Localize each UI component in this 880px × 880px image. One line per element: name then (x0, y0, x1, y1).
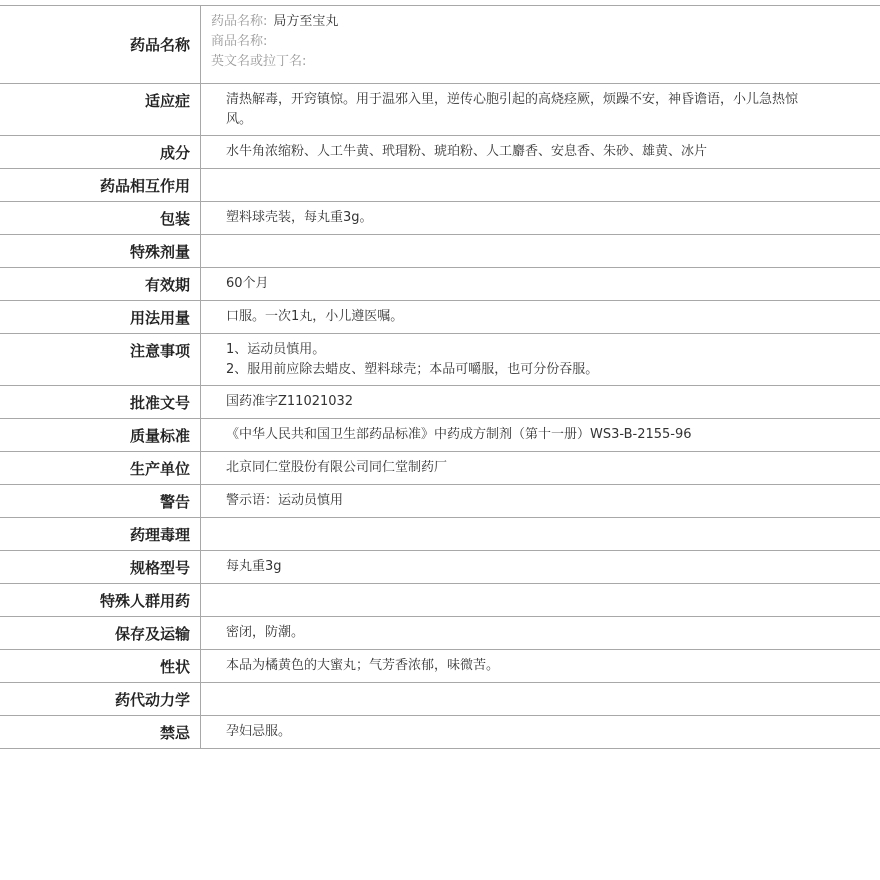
spec-value-cell (201, 584, 880, 617)
spec-value-line: 警示语：运动员慎用 (226, 493, 344, 508)
generic-name-line (211, 12, 880, 32)
spec-row (0, 84, 880, 136)
spec-label: 成分 (159, 144, 190, 162)
spec-value-line: 密闭，防潮。 (226, 625, 305, 640)
spec-value (201, 169, 880, 175)
spec-value (201, 716, 880, 742)
spec-label-cell (0, 268, 201, 301)
spec-value-line: 北京同仁堂股份有限公司同仁堂制药厂 (226, 460, 448, 475)
spec-row (0, 518, 880, 551)
spec-label: 特殊剂量 (129, 243, 190, 261)
spec-row (0, 584, 880, 617)
spec-value-cell (201, 683, 880, 716)
spec-value (201, 235, 880, 241)
spec-label-cell (0, 386, 201, 419)
spec-label-cell (0, 235, 201, 268)
spec-value-cell (201, 136, 880, 169)
spec-value-cell (201, 518, 880, 551)
spec-value (201, 386, 880, 412)
spec-label: 规格型号 (129, 559, 190, 577)
spec-label: 警告 (159, 493, 190, 511)
spec-label: 用法用量 (129, 309, 190, 327)
spec-label: 质量标准 (129, 427, 190, 445)
spec-value-line: 《中华人民共和国卫生部药品标准》中药成方制剂（第十一册）WS3-B-2155-96 (226, 427, 692, 442)
spec-label-cell (0, 551, 201, 584)
spec-value (201, 202, 880, 228)
spec-value-line: 60个月 (226, 276, 269, 291)
spec-value-cell (201, 235, 880, 268)
spec-label-cell (0, 169, 201, 202)
spec-label-cell (0, 617, 201, 650)
spec-label-cell (0, 6, 201, 84)
spec-row (0, 683, 880, 716)
spec-value-cell (201, 617, 880, 650)
spec-label: 生产单位 (129, 460, 190, 478)
spec-value-cell (201, 202, 880, 235)
drug-name-block (201, 6, 880, 72)
spec-label-cell (0, 136, 201, 169)
spec-value-cell (201, 419, 880, 452)
spec-value-line: 孕妇忌服。 (226, 724, 292, 739)
spec-value (201, 485, 880, 511)
spec-row (0, 202, 880, 235)
spec-value-cell (201, 301, 880, 334)
spec-value-cell (201, 334, 880, 386)
spec-value-cell (201, 268, 880, 301)
spec-label: 性状 (159, 658, 190, 676)
english-name-label: 英文名或拉丁名: (211, 54, 307, 69)
spec-value-cell (201, 551, 880, 584)
spec-label: 禁忌 (159, 724, 190, 742)
generic-name-value: 局方至宝丸 (273, 14, 339, 29)
spec-value-cell (201, 386, 880, 419)
spec-value-cell (201, 716, 880, 749)
spec-value (201, 683, 880, 689)
spec-value (201, 419, 880, 445)
spec-value-line: 塑料球壳装，每丸重3g。 (226, 210, 373, 225)
drug-spec-table (0, 5, 880, 749)
spec-value-cell (201, 6, 880, 84)
spec-label: 批准文号 (129, 394, 190, 412)
spec-value-line: 清热解毒，开窍镇惊。用于温邪入里，逆传心胞引起的高烧痉厥，烦躁不安，神昏谵语，小儿急热惊风。 (226, 92, 799, 127)
spec-row (0, 485, 880, 518)
spec-row (0, 235, 880, 268)
spec-value (201, 452, 880, 478)
spec-value-line: 每丸重3g (226, 559, 282, 574)
spec-label-cell (0, 518, 201, 551)
spec-label-cell (0, 650, 201, 683)
spec-row (0, 452, 880, 485)
spec-value-cell (201, 650, 880, 683)
spec-label: 适应症 (144, 92, 190, 110)
spec-row (0, 650, 880, 683)
spec-value (201, 551, 880, 577)
spec-value (201, 518, 880, 524)
spec-row (0, 716, 880, 749)
spec-label-cell (0, 301, 201, 334)
drug-spec-table-body (0, 6, 880, 749)
spec-label-cell (0, 683, 201, 716)
spec-value-cell (201, 485, 880, 518)
spec-value (201, 617, 880, 643)
spec-value-line: 1、运动员慎用。 (226, 342, 326, 357)
spec-value (201, 650, 880, 676)
spec-label-cell (0, 584, 201, 617)
spec-value (201, 584, 880, 590)
spec-label-cell (0, 452, 201, 485)
spec-label: 注意事项 (129, 342, 190, 360)
spec-label: 保存及运输 (114, 625, 190, 643)
spec-value (201, 268, 880, 294)
spec-row (0, 551, 880, 584)
generic-name-label: 药品名称: (211, 14, 268, 29)
spec-value-cell (201, 84, 880, 136)
spec-label: 药理毒理 (129, 526, 190, 544)
spec-value (201, 136, 880, 162)
spec-value-line: 2、服用前应除去蜡皮、塑料球壳；本品可嚼服，也可分份吞服。 (226, 362, 599, 377)
spec-value-line: 口服。一次1丸，小儿遵医嘱。 (226, 309, 404, 324)
spec-label: 药代动力学 (114, 691, 190, 709)
spec-label: 特殊人群用药 (99, 592, 190, 610)
spec-label-cell (0, 419, 201, 452)
spec-label-cell (0, 202, 201, 235)
spec-value-cell (201, 169, 880, 202)
spec-row (0, 136, 880, 169)
spec-value-line: 本品为橘黄色的大蜜丸；气芳香浓郁，味微苦。 (226, 658, 500, 673)
spec-label: 包装 (159, 210, 190, 228)
spec-label: 药品名称 (129, 36, 190, 54)
spec-row (0, 301, 880, 334)
spec-row (0, 334, 880, 386)
spec-label-cell (0, 485, 201, 518)
spec-value-line: 水牛角浓缩粉、人工牛黄、玳瑁粉、琥珀粉、人工麝香、安息香、朱砂、雄黄、冰片 (226, 144, 708, 159)
spec-row (0, 268, 880, 301)
spec-label-cell (0, 334, 201, 386)
spec-label: 药品相互作用 (99, 177, 190, 195)
spec-value (201, 301, 880, 327)
spec-row (0, 169, 880, 202)
spec-value (201, 334, 880, 380)
spec-row (0, 617, 880, 650)
spec-value (201, 84, 880, 130)
trade-name-label: 商品名称: (211, 34, 268, 49)
spec-label: 有效期 (144, 276, 190, 294)
spec-label-cell (0, 84, 201, 136)
spec-label-cell (0, 716, 201, 749)
spec-value-cell (201, 452, 880, 485)
spec-row (0, 386, 880, 419)
spec-value-line: 国药准字Z11021032 (226, 394, 354, 409)
spec-row-drug-name (0, 6, 880, 84)
spec-row (0, 419, 880, 452)
